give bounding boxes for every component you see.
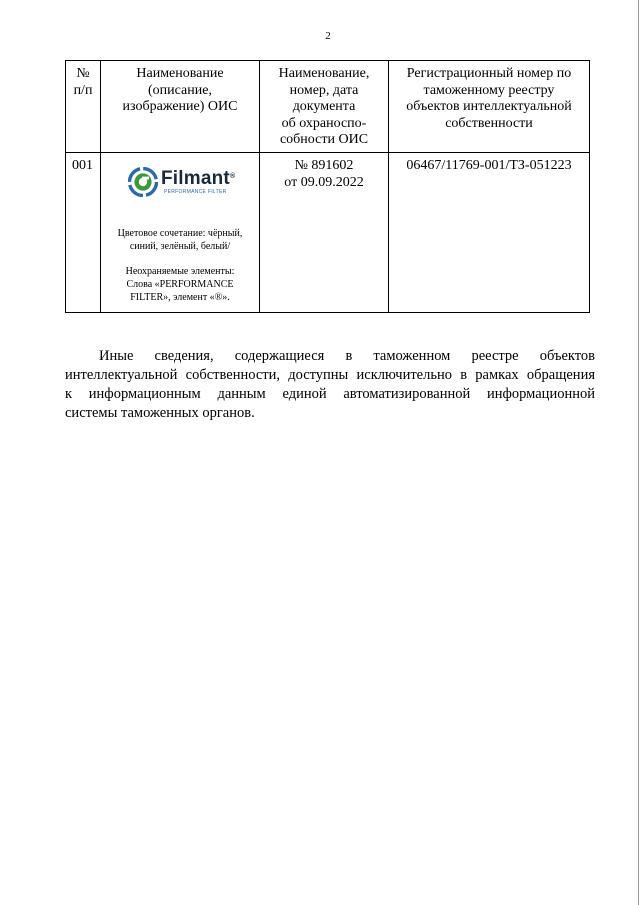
header-line: изображение) ОИС (122, 99, 238, 114)
header-line: номер, дата (289, 82, 359, 98)
header-line: Регистрационный номер по (406, 66, 572, 81)
note-line: FILTER», элемент «®». (130, 292, 230, 303)
header-line: (описание, (148, 82, 212, 98)
document-date: от 09.09.2022 (284, 174, 364, 190)
registration-number: 06467/11769-001/ТЗ-051223 (389, 153, 590, 313)
unprotected-note (101, 265, 259, 304)
info-paragraph (65, 347, 595, 423)
paragraph-line: к информационным данным единой автоматизированной информационной (65, 386, 595, 402)
note-line: Цветовое сочетание: чёрный, (117, 228, 243, 239)
note-line: синий, зелёный, белый/ (129, 241, 231, 252)
table-row (66, 153, 590, 313)
table-header-row (66, 61, 590, 153)
page-edge (638, 0, 639, 905)
trademark-cell (101, 153, 260, 313)
logo-subtitle: PERFORMANCE FILTER (164, 189, 227, 195)
row-number: 001 (66, 153, 101, 313)
header-line: собности ОИС (279, 132, 369, 147)
header-registration (389, 61, 590, 153)
page-number: 2 (325, 30, 331, 42)
colors-note (101, 227, 259, 253)
header-description (101, 61, 260, 153)
logo-word (161, 169, 235, 189)
paragraph-line: Иные сведения, содержащиеся в таможенном реестре объектов (99, 348, 595, 364)
header-line: документа (292, 99, 356, 114)
note-line: Слова «PERFORMANCE (126, 279, 234, 290)
paragraph-line: интеллектуальной собственности, доступны исключительно в рамках обращения (65, 367, 595, 383)
filmant-logo (128, 167, 259, 197)
ois-table (65, 60, 590, 313)
note-line: Неохраняемые элементы: (125, 266, 235, 277)
logo-text (161, 169, 235, 195)
header-line: Наименование, (278, 66, 370, 81)
paragraph-line: системы таможенных органов. (65, 405, 255, 421)
document-cell (260, 153, 389, 313)
header-number (66, 61, 101, 153)
header-line: об охраноспо- (281, 115, 367, 131)
header-line: п/п (73, 82, 93, 98)
header-line: собственности (445, 115, 533, 131)
header-line: № (76, 66, 90, 81)
header-line: Наименование (136, 66, 224, 81)
logo-word-text: Filmant (161, 168, 230, 189)
header-line: таможенному реестру (423, 82, 555, 98)
document-number: № 891602 (294, 158, 354, 173)
header-line: объектов интеллектуальной (406, 99, 572, 114)
registered-mark: ® (229, 173, 236, 180)
header-document (260, 61, 389, 153)
filmant-logo-icon (128, 167, 158, 197)
